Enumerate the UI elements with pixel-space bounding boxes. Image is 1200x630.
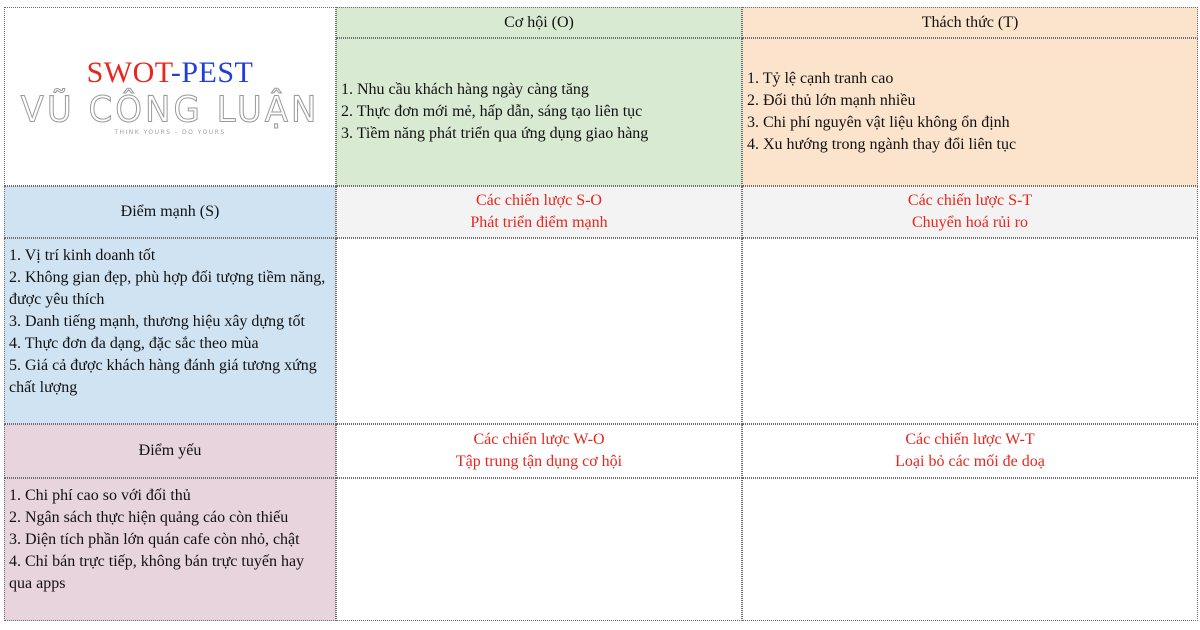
strategy-st-subtitle: Chuyển hoá rủi ro: [912, 214, 1028, 231]
strategy-so-header: [336, 186, 742, 238]
list-item: 2. Ngân sách thực hiện quảng cáo còn thiếu: [9, 509, 289, 526]
strategy-wt-title: Các chiến lược W-T: [905, 431, 1035, 448]
list-item: 1. Nhu cầu khách hàng ngày càng tăng: [341, 81, 589, 98]
logo-dash: -: [170, 56, 182, 89]
threats-list: [742, 38, 1198, 186]
strategy-st-content: [742, 238, 1198, 424]
list-item: 5. Giá cả được khách hàng đánh giá tương xứng chất lượng: [9, 357, 317, 396]
list-item: 3. Chi phí nguyên vật liệu không ổn định: [747, 114, 1010, 131]
header-weaknesses: [4, 424, 336, 478]
strategy-wt-content: [742, 478, 1198, 621]
list-item: 4. Chỉ bán trực tiếp, không bán trực tuyến hay qua apps: [9, 553, 305, 592]
logo-tagline: THINK YOURS - DO YOURS: [114, 129, 226, 136]
strategy-wo-title: Các chiến lược W-O: [473, 431, 605, 448]
header-threats: [742, 7, 1198, 38]
list-item: 2. Không gian đẹp, phù hợp đối tượng tiềm năng, được yêu thích: [9, 269, 326, 308]
list-item: 1. Vị trí kinh doanh tốt: [9, 247, 156, 264]
strategy-wo-content: [336, 478, 742, 621]
strategy-wo-header: [336, 424, 742, 478]
strategy-so-title: Các chiến lược S-O: [476, 192, 602, 209]
logo-cell: [4, 7, 336, 186]
list-item: 1. Chi phí cao so với đối thủ: [9, 487, 191, 504]
header-opportunities-label: Cơ hội (O): [504, 13, 574, 31]
strategy-wt-subtitle: Loại bỏ các mối đe doạ: [895, 453, 1045, 470]
strategy-st-title: Các chiến lược S-T: [907, 192, 1033, 209]
header-strengths: [4, 186, 336, 238]
header-threats-label: Thách thức (T): [921, 13, 1019, 31]
strategy-wo-subtitle: Tập trung tận dụng cơ hội: [455, 453, 623, 470]
list-item: 4. Thực đơn đa dạng, đặc sắc theo mùa: [9, 335, 259, 352]
list-item: 2. Thực đơn mới mẻ, hấp dẫn, sáng tạo liên tục: [341, 103, 643, 120]
weaknesses-list: [4, 478, 336, 621]
header-weaknesses-label: Điểm yếu: [138, 442, 202, 459]
list-item: 4. Xu hướng trong ngành thay đổi liên tục: [747, 136, 1017, 153]
logo-swot: SWOT: [86, 56, 171, 89]
strategy-so-content: [336, 238, 742, 424]
list-item: 3. Danh tiếng mạnh, thương hiệu xây dựng tốt: [9, 313, 305, 330]
header-opportunities: [336, 7, 742, 38]
list-item: 2. Đối thủ lớn mạnh nhiều: [747, 92, 916, 109]
list-item: 1. Tỷ lệ cạnh tranh cao: [747, 70, 894, 87]
list-item: 3. Diện tích phần lớn quán cafe còn nhỏ, chật: [9, 531, 300, 548]
logo-pest: PEST: [181, 56, 254, 89]
strategy-st-header: [742, 186, 1198, 238]
strengths-list: [4, 238, 336, 424]
swot-matrix: [4, 7, 1198, 621]
list-item: 3. Tiềm năng phát triển qua ứng dụng giao hàng: [341, 125, 649, 142]
header-strengths-label: Điểm mạnh (S): [120, 203, 220, 220]
strategy-wt-header: [742, 424, 1198, 478]
logo-name: VŨ CÔNG LUẬN: [20, 89, 320, 131]
logo-title: [87, 56, 254, 90]
opportunities-list: [336, 38, 742, 186]
strategy-so-subtitle: Phát triển điểm mạnh: [470, 214, 608, 231]
